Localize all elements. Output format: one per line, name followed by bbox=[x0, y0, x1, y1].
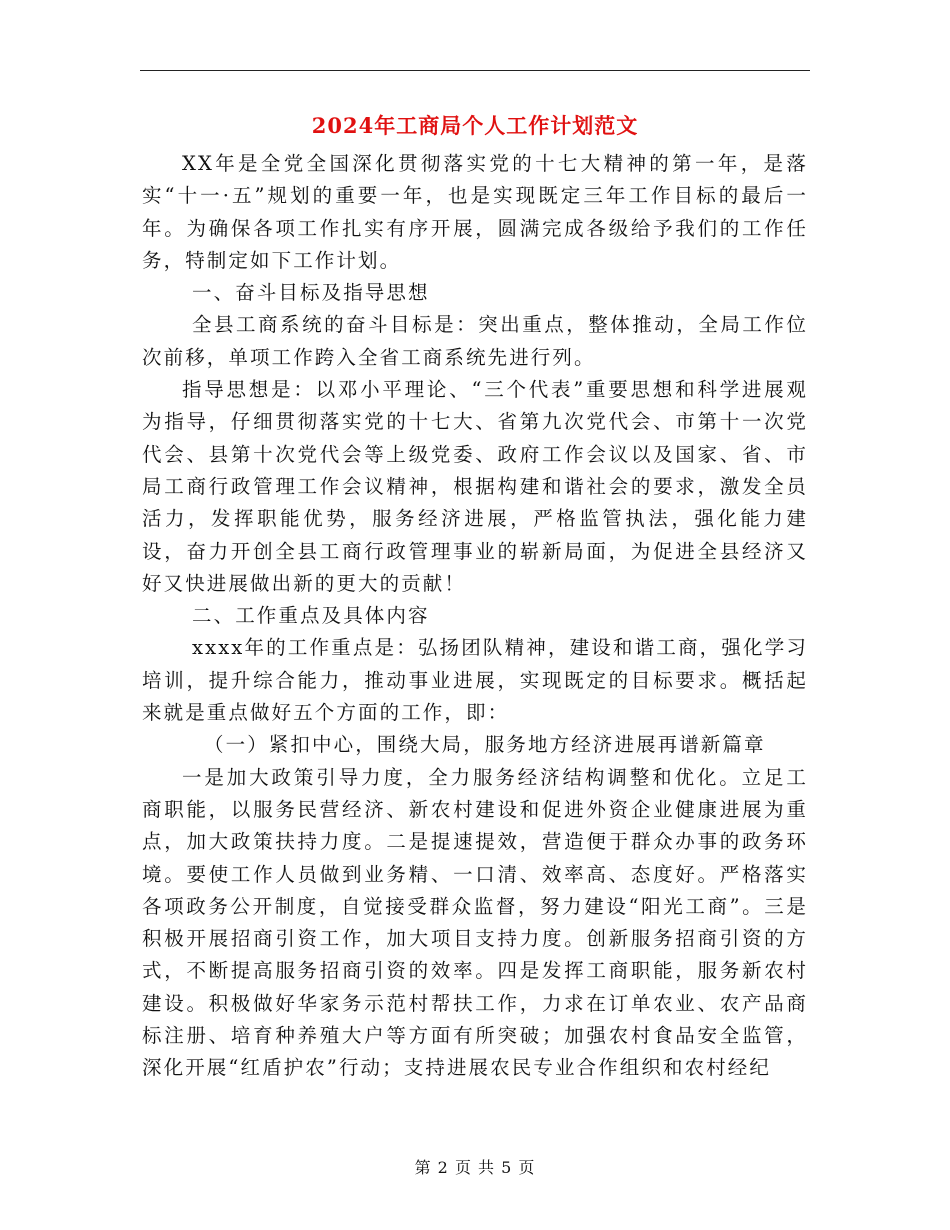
section-heading-1: 一、奋斗目标及指导思想 bbox=[192, 281, 430, 305]
subsection-heading-1: （一）紧扣中心，围绕大局，服务地方经济进展再谱新篇章 bbox=[204, 733, 766, 757]
header-rule bbox=[140, 70, 810, 71]
section-heading-2: 二、工作重点及具体内容 bbox=[192, 604, 430, 628]
page-indicator: 第 2 页 共 5 页 bbox=[414, 1158, 536, 1177]
paragraph-goal: 全县工商系统的奋斗目标是：突出重点，整体推动，全局工作位次前移，单项工作跨入全省工商系统先进行列。 bbox=[142, 313, 808, 369]
paragraph-intro: XX年是全党全国深化贯彻落实党的十七大精神的第一年，是落实“十一·五”规划的重要一年，也是实现既定三年工作目标的最后一年。为确保各项工作扎实有序开展，圆满完成各级给予我们的工作任务，特制定如下工作计划。 bbox=[142, 152, 808, 272]
paragraph-measures: 一是加大政策引导力度，全力服务经济结构调整和优化。立足工商职能，以服务民营经济、新农村建设和促进外资企业健康进展为重点，加大政策扶持力度。二是提速提效，营造便于群众办事的政务环境。要使工作人员做到业务精、一口清、效率高、态度好。严格落实各项政务公开制度，自觉接受群众监督，努力建设“阳光工商”。三是积极开展招商引资工作，加大项目支持力度。创新服务招商引资的方式，不断提高服务招商引资的效率。四是发挥工商职能，服务新农村建设。积极做好华家务示范村帮扶工作，力求在订单农业、农产品商标注册、培育种养殖大户等方面有所突破；加强农村食品安全监管，深化开展“红盾护农”行动；支持进展农民专业合作组织和农村经纪 bbox=[142, 765, 808, 1080]
document-body bbox=[142, 148, 808, 1085]
paragraph-key-work: xxxx年的工作重点是：弘扬团队精神，建设和谐工商，强化学习培训，提升综合能力，推动事业进展，实现既定的目标要求。概括起来就是重点做好五个方面的工作，即： bbox=[142, 636, 808, 725]
paragraph-guiding-thought: 指导思想是：以邓小平理论、“三个代表”重要思想和科学进展观为指导，仔细贯彻落实党的十七大、省第九次党代会、市第十一次党代会、县第十次党代会等上级党委、政府工作会议以及国家、省、市局工商行政管理工作会议精神，根据构建和谐社会的要求，激发全员活力，发挥职能优势，服务经济进展，严格监管执法，强化能力建设，奋力开创全县工商行政管理事业的崭新局面，为促进全县经济又好又快进展做出新的更大的贡献！ bbox=[142, 378, 808, 595]
document-title: 2024年工商局个人工作计划范文 bbox=[311, 113, 639, 138]
